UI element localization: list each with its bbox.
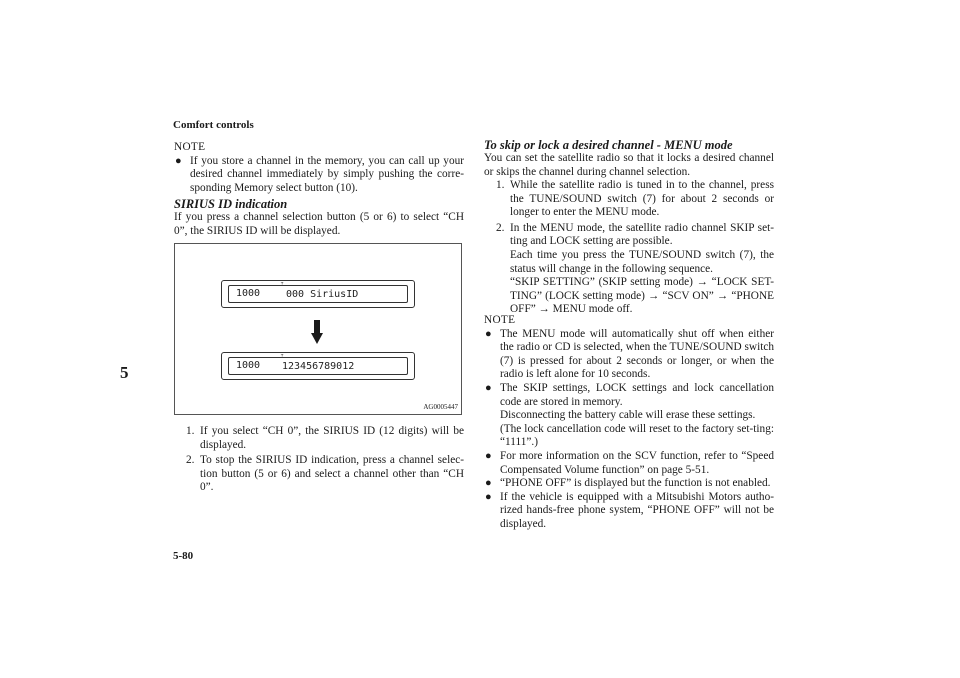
section-header: Comfort controls bbox=[173, 119, 254, 131]
left-note bbox=[174, 141, 464, 195]
antenna-icon: ᵀ bbox=[280, 353, 285, 361]
sirius-id-steps bbox=[174, 425, 464, 495]
menu-step-2: 2. In the MENU mode, the satellite radio channel SKIP set-ting and LOCK setting are possible. Each time you press the TUNE/SOUND switch (7), the status will change in the following sequence. “SKIP SETTING” (SKIP setting mode) → “LOCK SET-TING” (LOCK setting mode) → “SCV ON” → “PHONE OFF” → MENU mode off. bbox=[496, 221, 774, 316]
note-bullet: ● If the vehicle is equipped with a Mitsubishi Motors autho-rized hands-free phone system, “PHONE OFF” will not be displayed. bbox=[484, 491, 774, 532]
sirius-id-intro: If you press a channel selection button (5 or 6) to select “CH 0”, the SIRIUS ID will be displayed. bbox=[174, 211, 464, 237]
antenna-icon: ᵀ bbox=[280, 281, 285, 289]
note-label: NOTE bbox=[484, 314, 516, 326]
note-bullet: ● If you store a channel in the memory, you can call up your desired channel immediately by simply pushing the corre-sponding Memory select button (10). bbox=[174, 155, 464, 196]
menu-mode-notes bbox=[484, 314, 774, 532]
chapter-tab bbox=[118, 254, 154, 456]
sirius-id-heading: SIRIUS ID indication bbox=[174, 197, 288, 211]
page-number: 5-80 bbox=[173, 550, 194, 562]
step-2: 2. To stop the SIRIUS ID indication, press a channel selec-tion button (5 or 6) and select a channel other than “CH 0”. bbox=[186, 454, 464, 494]
note-continuation: (The lock cancellation code will reset to the factory set-ting: “1111”.) bbox=[500, 422, 774, 449]
figure-code: AG0005447 bbox=[423, 403, 458, 411]
lcd-display-bottom bbox=[221, 352, 415, 380]
note-label: NOTE bbox=[174, 141, 206, 153]
note-continuation: Disconnecting the battery cable will erase these settings. bbox=[500, 409, 756, 422]
lcd-top-frequency: 1000 bbox=[236, 288, 261, 299]
note-bullet: ● “PHONE OFF” is displayed but the function is not enabled. bbox=[484, 477, 774, 491]
lcd-bottom-frequency: 1000 bbox=[236, 360, 261, 371]
menu-mode-heading: To skip or lock a desired channel - MENU mode bbox=[484, 138, 733, 152]
menu-mode-steps bbox=[484, 179, 774, 317]
lcd-display-top bbox=[221, 280, 415, 308]
chapter-number: 5 bbox=[120, 363, 129, 382]
step-1: 1. If you select “CH 0”, the SIRIUS ID (12 digits) will be displayed. bbox=[186, 425, 464, 451]
lcd-top-text: 000 SiriusID bbox=[286, 289, 359, 300]
down-arrow-icon bbox=[311, 320, 323, 344]
note-bullet: ● The SKIP settings, LOCK settings and lock cancellation code are stored in memory. bbox=[484, 382, 774, 409]
menu-step-1: 1. While the satellite radio is tuned in to the channel, press the TUNE/SOUND switch (7) for about 2 seconds or longer to enter the MENU mode. bbox=[496, 179, 774, 219]
note-bullet: ● For more information on the SCV function, refer to “Speed Compensated Volume function” on page 5-51. bbox=[484, 450, 774, 477]
note-bullet: ● The MENU mode will automatically shut off when either the radio or CD is selected, when the TUNE/SOUND switch (7) is pressed for about 2 seconds or longer, or when the radio is left alone for 10 seconds. bbox=[484, 328, 774, 382]
display-illustration bbox=[174, 243, 462, 415]
menu-mode-intro: You can set the satellite radio so that it locks a desired channel or skips the channel during channel selection. bbox=[484, 152, 774, 178]
lcd-bottom-text: 123456789012 bbox=[282, 361, 355, 372]
